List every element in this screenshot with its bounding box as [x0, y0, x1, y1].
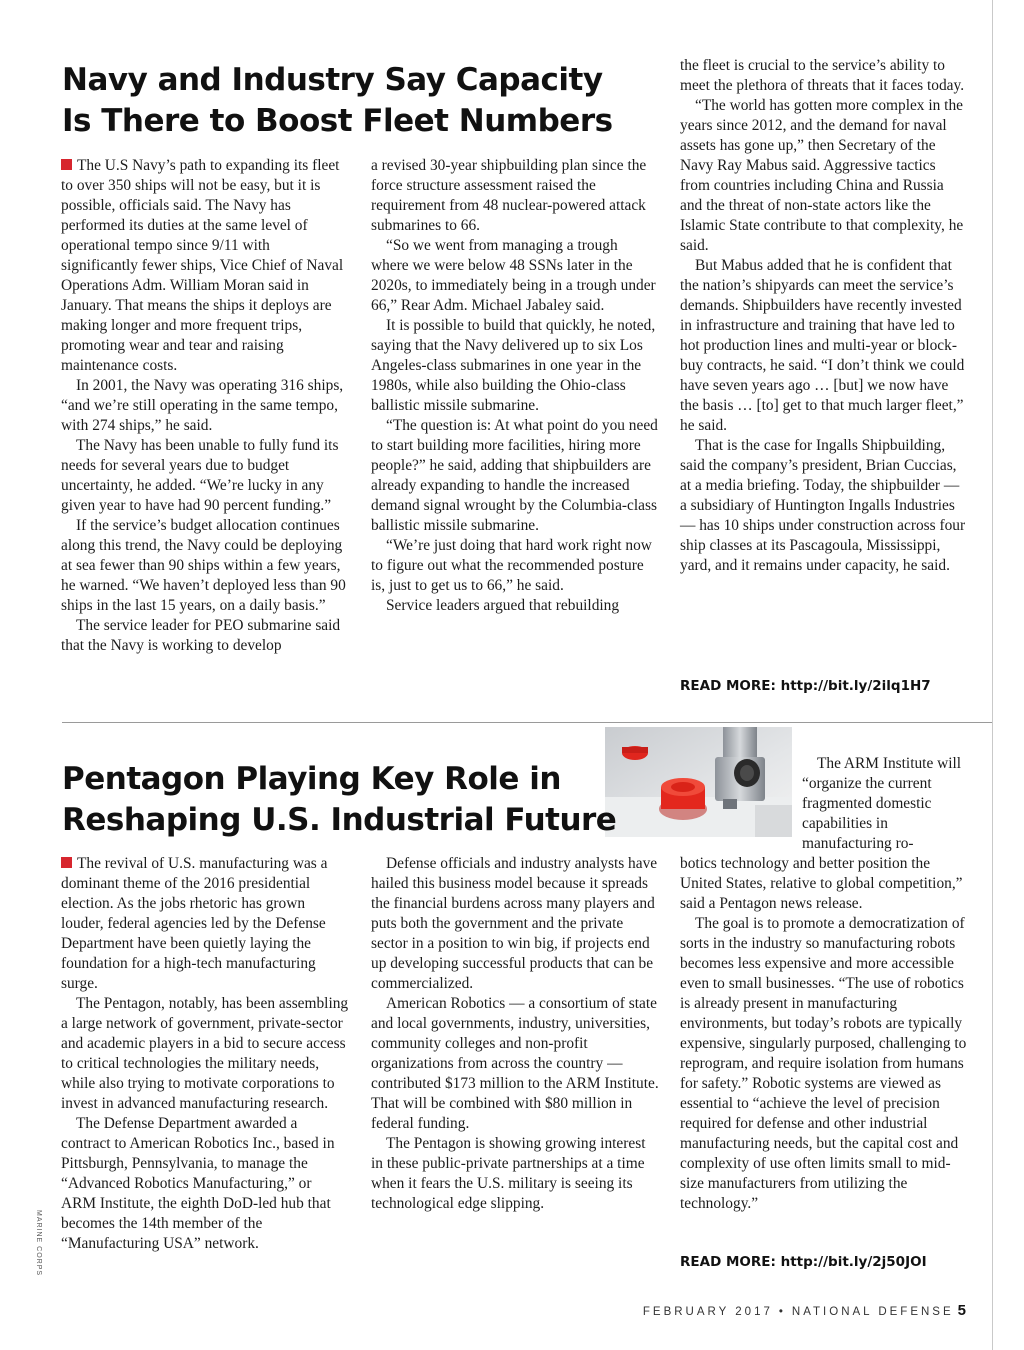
photo-credit: MARINE CORPS: [35, 1210, 42, 1277]
article1-headline: [62, 60, 622, 142]
article2-paragraph: The ARM Institute will “organize the current fragmented domestic capabilities in manufacturing ro-: [802, 755, 962, 852]
article1-paragraph: If the service’s budget allocation continues along this trend, the Navy could be deploying at sea fewer than 90 ships within a few years, he warned. “We haven’t deployed less than 90 ships in the last 15 years, on a daily basis.”: [61, 517, 346, 614]
footer-bullet: •: [778, 1306, 786, 1318]
article1-column-2: [371, 156, 659, 616]
article1-paragraph: Service leaders argued that rebuilding: [386, 597, 620, 614]
article-divider: [62, 722, 992, 723]
article2-column-3-top: [802, 754, 972, 854]
article1-paragraph: The Navy has been unable to fully fund its needs for several years due to budget uncertainty, he added. “We’re lucky in any given year to have had 90 percent funding.”: [61, 437, 339, 514]
article2-headline-line2: Reshaping U.S. Industrial Future: [62, 802, 617, 838]
red-square-icon: [61, 159, 72, 170]
article2-column-2: [371, 854, 659, 1214]
page-footer: [643, 1302, 966, 1319]
article2-paragraph: botics technology and better position the United States, relative to global competition,” said a Pentagon news release.: [680, 855, 963, 912]
article1-paragraph: But Mabus added that he is confident that the nation’s shipyards can meet the service’s demands. Shipbuilders have recently invested in infrastructure and training that have led to hot production lines and multi-year or block-buy contracts, he said. “I don’t think we could have seven years ago … [but] we now have the basis … [to] get to that much larger fleet,” he said.: [680, 257, 965, 434]
article1-paragraph: “So we went from managing a trough where we were below 48 SSNs later in the 2020s, to immediately being in a trough under 66,” Rear Adm. Michael Jabaley said.: [371, 237, 656, 314]
robot-arm-photo: [605, 727, 792, 837]
article1-paragraph: a revised 30-year shipbuilding plan since the force structure assessment raised the requirement from 48 nuclear-powered attack submarines to 66.: [371, 157, 647, 234]
article1-headline-line1: Navy and Industry Say Capacity: [62, 62, 603, 98]
article1-column-3: [680, 56, 968, 576]
paragraph-text: The revival of U.S. manufacturing was a dominant theme of the 2016 presidential election. As the jobs rhetoric has grown louder, federal agencies led by the Defense Department have been quietly laying the foundation for a high-tech manufacturing surge.: [61, 855, 328, 992]
article1-paragraph: “We’re just doing that hard work right now to figure out what the recommended posture is, just to get us to 66,” he said.: [371, 537, 652, 594]
article1-read-more-link[interactable]: READ MORE: http://bit.ly/2ilq1H7: [680, 678, 931, 694]
article2-headline: [62, 759, 622, 841]
article1-paragraph: “The question is: At what point do you need to start building more facilities, hiring more people?” he said, adding that shipbuilders are already expanding to handle the increased demand signal wrought by the Columbia-class ballistic missile submarine.: [371, 417, 658, 534]
article1-paragraph: “The world has gotten more complex in the years since 2012, and the demand for naval assets has gone up,” then Secretary of the Navy Ray Mabus said. Aggressive tactics from countries including China and Russia and the threat of non-state actors like the Islamic State contribute to that complexity, he said.: [680, 97, 964, 254]
footer-publication: NATIONAL DEFENSE: [791, 1306, 954, 1318]
article1-paragraph: That is the case for Ingalls Shipbuilding, said the company’s president, Brian Cuccias, at a media briefing. Today, the shipbuilder — a subsidiary of Huntington Ingalls Industries — has 10 ships under construction across four ship classes at its Pascagoula, Mississippi, yard, and it remains under capacity, he said.: [680, 437, 966, 574]
article2-paragraph: The goal is to promote a democratization of sorts in the industry so manufacturing robots becomes less expensive and more accessible even to small businesses. “The use of robotics is already present in manufacturing environments, but today’s robots are typically expensive, singularly purposed, challenging to reprogram, and require isolation from humans for safety.” Robotic systems are viewed as essential to “achieve the level of precision required for defense and other industrial manufacturing needs, but the capital cost and complexity of use often limits small to mid-size manufacturers from utilizing the technology.”: [680, 915, 967, 1212]
article2-headline-line1: Pentagon Playing Key Role in: [62, 761, 561, 797]
article2-paragraph: The Defense Department awarded a contract to American Robotics Inc., based in Pittsburgh, Pennsylvania, to manage the “Advanced Robotics Manufacturing,” or ARM Institute, the eighth DoD-led hub that becomes the 14th member of the “Manufacturing USA” network.: [61, 1115, 335, 1252]
robot-arm-illustration: [605, 727, 792, 837]
page-edge-rule: [992, 0, 993, 1350]
article1-headline-line2: Is There to Boost Fleet Numbers: [62, 103, 613, 139]
article2-paragraph: The Pentagon, notably, has been assembling a large network of government, private-sector and academic players in a bid to secure access to critical technologies the military needs, while also trying to motivate corporations to invest in advanced manufacturing research.: [61, 995, 349, 1112]
article1-paragraph: It is possible to build that quickly, he noted, saying that the Navy delivered up to six Los Angeles-class submarines in one year in the 1980s, while also building the Ohio-class ballistic missile submarine.: [371, 317, 656, 414]
article2-paragraph: The Pentagon is showing growing interest in these public-private partnerships at a time when it fears the U.S. military is seeing its technological edge slipping.: [371, 1135, 646, 1212]
red-square-icon: [61, 857, 72, 868]
page-number: 5: [957, 1302, 966, 1319]
article1-paragraph: [61, 156, 349, 376]
article2-paragraph: American Robotics — a consortium of state and local governments, industry, universities, community colleges and non-profit organizations from across the country — contributed $173 million to the ARM Institute. That will be combined with $80 million in federal funding.: [371, 995, 659, 1132]
article2-column-1: [61, 854, 349, 1254]
article1-column-1: [61, 156, 349, 656]
article1-paragraph: The service leader for PEO submarine said that the Navy is working to develop: [61, 617, 341, 654]
article2-column-3: [680, 854, 968, 1214]
paragraph-text: The U.S Navy’s path to expanding its fleet to over 350 ships will not be easy, but it is possible, officials said. The Navy has performed its duties at the same level of operational tempo since 9/11 with significantly fewer ships, Vice Chief of Naval Operations Adm. William Moran said in January. That means the ships it deploys are making longer and more frequent trips, promoting wear and tear and raising maintenance costs.: [61, 157, 344, 374]
footer-date: FEBRUARY 2017: [642, 1306, 773, 1318]
article1-paragraph: In 2001, the Navy was operating 316 ships, “and we’re still operating in the same tempo, with 274 ships,” he said.: [61, 377, 344, 434]
article2-paragraph: [61, 854, 349, 994]
article2-read-more-link[interactable]: READ MORE: http://bit.ly/2j50JOI: [680, 1254, 927, 1270]
article1-paragraph: the fleet is crucial to the service’s ability to meet the plethora of threats that it faces today.: [680, 57, 965, 94]
article2-paragraph: Defense officials and industry analysts have hailed this business model because it spreads the financial burdens across many players and puts both the government and the private sector in a position to win big, if projects end up developing successful products that can be commercialized.: [371, 855, 658, 992]
